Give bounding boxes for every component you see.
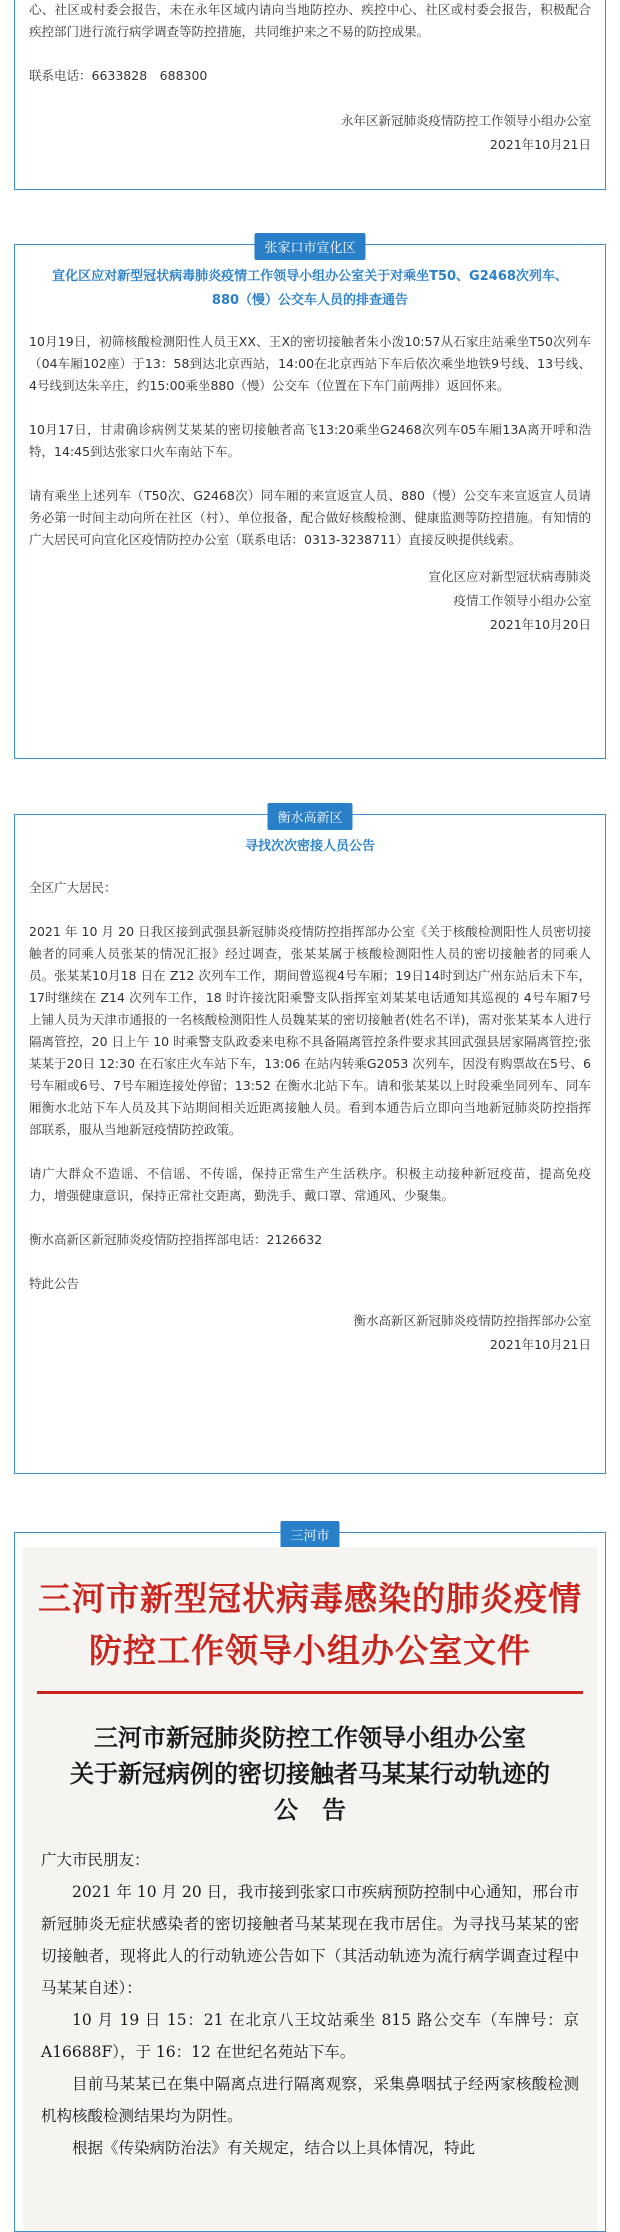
region-tag: 三河市 xyxy=(280,1521,339,1548)
signature-org: 疫情工作领导小组办公室 xyxy=(453,593,591,608)
document-title-line: 关于新冠病例的密切接触者马某某行动轨迹的 xyxy=(70,1759,550,1788)
signature-org: 衡水高新区新冠肺炎疫情防控指挥部办公室 xyxy=(353,1313,591,1328)
signature-date: 2021年10月21日 xyxy=(489,1337,591,1352)
notice-paragraph: 10月19日，初筛核酸检测阳性人员王XX、王X的密切接触者朱小泼10:57从石家庄站乘坐T50次列车（04车厢102座）于13：58到达北京西站，14:00在北京西站下车后依次乘坐地铁9号线、13号线、4号线到达朱辛庄，约15:00乘坐880（慢）公交车（位置在下车门前两排）返回怀来。 xyxy=(29,334,591,393)
notice-title: 宣化区应对新型冠状病毒肺炎疫情工作领导小组办公室关于对乘坐T50、G2468次列车、880（慢）公交车人员的排查通告 xyxy=(52,269,568,308)
document-title xyxy=(23,1720,597,1828)
notice-paragraph: 10月17日，甘肃确诊病例艾某某的密切接触者高飞13:20乘坐G2468次列车05车厢13A离开呼和浩特，14:45到达张家口火车南站下车。 xyxy=(29,422,591,459)
document-red-header xyxy=(23,1573,597,1677)
contact-phone: 衡水高新区新冠肺炎疫情防控指挥部电话：2126632 xyxy=(29,1232,323,1247)
notice-body xyxy=(15,877,605,1295)
notice-hengshui xyxy=(14,811,606,1474)
document-scan xyxy=(23,1547,597,2231)
notice-body xyxy=(15,0,605,87)
notice-greeting: 全区广大居民： xyxy=(29,880,117,895)
signature-date: 2021年10月20日 xyxy=(489,617,591,632)
document-body xyxy=(23,1844,597,2164)
signature-date: 2021年10月21日 xyxy=(489,137,591,152)
contact-phone: 联系电话：6633828 688300 xyxy=(29,68,208,83)
document-paragraph: 目前马某某已在集中隔离点进行隔离观察，采集鼻咽拭子经两家核酸检测机构核酸检测结果均为阴性。 xyxy=(41,2075,579,2125)
notice-closing: 特此公告 xyxy=(29,1276,80,1291)
notice-title: 寻找次次密接人员公告 xyxy=(244,839,375,854)
notice-signature xyxy=(15,1309,605,1357)
document-paragraph: 2021 年 10 月 20 日，我市接到张家口市疾病预防控制中心通知，邢台市新冠肺炎无症状感染者的密切接触者马某某现在我市居住。为寻找马某某的密切接触者，现将此人的行动轨迹公告如下（其活动轨迹为流行病学调查过程中马某某自述）： xyxy=(41,1883,579,1997)
notice-xuanhua xyxy=(14,241,606,759)
red-divider xyxy=(37,1691,583,1694)
document-greeting: 广大市民朋友： xyxy=(41,1851,150,1869)
notice-body xyxy=(15,331,605,551)
notice-signature xyxy=(15,109,605,157)
region-tag: 衡水高新区 xyxy=(267,803,352,830)
red-header-line: 防控工作领导小组办公室文件 xyxy=(89,1631,531,1670)
notice-paragraph: 2021 年 10 月 20 日我区接到武强县新冠肺炎疫情防控指挥部办公室《关于核酸检测阳性人员密切接触者的同乘人员张某的情况汇报》经过调查，张某某属于核酸检测阳性人员的密切接触者的同乘人员。张某某10月18 日在 Z12 次列车工作，期间曾巡视4号车厢；19日14时到达广州东站后未下车，17时继续在 Z14 次列车工作，18 时许接沈阳乘警支队指挥室刘某某电话通知其巡视的 4号车厢7号上铺人员为天津市通报的一名核酸检测阳性人员魏某某的密切接触者(姓名不详)，需对张某某本人进行隔离管控，20 日上午 10 时乘警支队政委来电称不具备隔离管控条件要求其回武强县居家隔离管控;张某某于20日 12:30 在石家庄火车站下车，13:06 在站内转乘G2053 次列车，因没有购票故在5号、6号车厢或6号、7号车厢连接处停留；13:52 在衡水北站下车。请和张某某以上时段乘坐同列车、同车厢衡水北站下车人员及其下站期间相关近距离接触人员。看到本通告后立即向当地新冠肺炎防控指挥部联系，服从当地新冠疫情防控政策。 xyxy=(29,924,591,1137)
notice-paragraph: 心、社区或村委会报告，未在永年区域内请向当地防控办、疾控中心、社区或村委会报告，积极配合疾控部门进行流行病学调查等防控措施，共同维护来之不易的防控成果。 xyxy=(29,2,591,39)
document-paragraph: 10 月 19 日 15：21 在北京八王坟站乘坐 815 路公交车（车牌号：京 A16688F），于 16：12 在世纪名苑站下车。 xyxy=(41,2011,579,2061)
red-header-line: 三河市新型冠状病毒感染的肺炎疫情 xyxy=(38,1579,582,1618)
notice-signature xyxy=(15,565,605,637)
region-tag: 张家口市宣化区 xyxy=(254,233,365,260)
document-title-line: 三河市新冠肺炎防控工作领导小组办公室 xyxy=(94,1723,526,1752)
document-title-line: 公 告 xyxy=(274,1795,346,1824)
notice-yongnian xyxy=(14,0,606,190)
notice-paragraph: 请有乘坐上述列车（T50次、G2468次）同车厢的来宣返宣人员、880（慢）公交车来宣返宣人员请务必第一时间主动向所在社区（村）、单位报备，配合做好核酸检测、健康监测等防控措施。有知情的广大居民可向宣化区疫情防控办公室（联系电话：0313-3238711）直接反映提供线索。 xyxy=(29,488,591,547)
signature-org: 永年区新冠肺炎疫情防控工作领导小组办公室 xyxy=(340,113,591,128)
notice-sanhe xyxy=(14,1529,606,2232)
notice-paragraph: 请广大群众不造谣、不信谣、不传谣，保持正常生产生活秩序。积极主动接种新冠疫苗，提高免疫力，增强健康意识，保持正常社交距离，勤洗手、戴口罩、常通风、少聚集。 xyxy=(29,1166,591,1203)
signature-org: 宣化区应对新型冠状病毒肺炎 xyxy=(428,569,591,584)
document-paragraph: 根据《传染病防治法》有关规定，结合以上具体情况，特此 xyxy=(72,2139,476,2157)
